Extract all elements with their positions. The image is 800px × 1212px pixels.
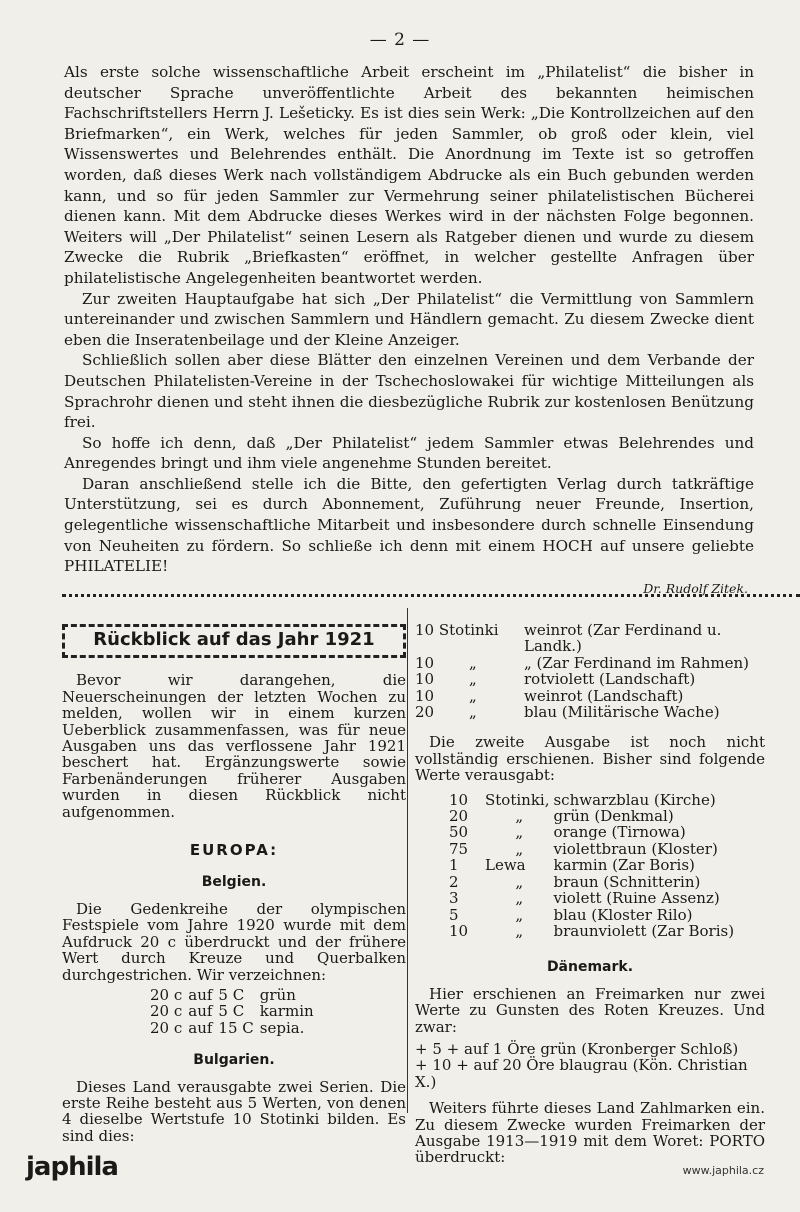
belgien-stamp-table <box>150 987 320 1036</box>
stamp-value: 1 <box>449 856 459 875</box>
ditto-mark: „ <box>515 921 524 940</box>
stamp-color: orange (Tirnowa) <box>553 823 686 842</box>
table-row <box>150 987 320 1003</box>
stamp-orig-value: 5 C <box>218 1002 245 1021</box>
bulgarien-second-text: Die zweite Ausgabe ist noch nicht vollständig erschienen. Bisher sind folgende Werte verausgabt: <box>415 733 765 785</box>
stamp-color: violettbraun (Kloster) <box>553 839 718 858</box>
stamp-color: grün (Denkmal) <box>553 807 674 826</box>
stamp-color: schwarzblau (Kirche) <box>553 790 716 809</box>
stamp-value: 20 <box>415 703 435 722</box>
table-row <box>415 704 765 720</box>
stamp-value: 10 Stotinki <box>415 621 499 639</box>
publisher-logo: japhila <box>26 1152 118 1182</box>
bulgarien-second-table <box>449 792 734 940</box>
country-heading-daenemark: Dänemark. <box>546 959 634 976</box>
stamp-color: rotviolett (Landschaft) <box>524 670 696 689</box>
table-row <box>150 1020 320 1036</box>
table-row <box>449 890 734 906</box>
stamp-value: 5 <box>449 905 459 924</box>
ditto-mark: „ <box>515 807 524 826</box>
ditto-mark: „ <box>515 889 524 908</box>
intro-paragraph: Daran anschließend stelle ich die Bitte, den gefertigten Verlag durch tatkräftige Unterstützung, sei es durch Abonnement, Zuführung neuer Freunde, Insertion, gelegentliche wissenschaftliche Mitarbeit und insbesondere durch schnelle Einsendung von Neuheiten zu fördern. So schließe ich denn mit einem HOCH auf unsere geliebte PHILATELIE! <box>64 474 754 576</box>
stamp-value: 2 <box>449 872 459 891</box>
daenemark-text: Hier erschienen an Freimarken nur zwei Werte zu Gunsten des Roten Kreuzes. Und zwar: <box>415 984 765 1036</box>
right-column <box>415 622 765 1166</box>
stamp-value: 10 <box>415 653 435 672</box>
stamp-color: sepia. <box>259 1018 305 1037</box>
country-heading-belgien: Belgien. <box>201 874 267 891</box>
intro-paragraph: Schließlich sollen aber diese Blätter den einzelnen Vereinen und dem Verbande der Deutschen Philatelisten-Vereine in der Tschechoslowakei für wichtige Mitteilungen als Sprachrohr dienen und steht ihnen die diesbezügliche Rubrik zur kostenlosen Benützung frei. <box>64 351 754 432</box>
region-heading: EUROPA: <box>189 841 279 860</box>
stamp-color: weinrot (Landschaft) <box>524 686 684 705</box>
ditto-mark: „ <box>469 703 477 722</box>
stamp-value: 50 <box>449 823 469 842</box>
ditto-mark: „ <box>515 839 524 858</box>
stamp-value: 10 <box>415 670 435 689</box>
stamp-value: 10 <box>415 686 435 705</box>
publisher-url: www.japhila.cz <box>682 1164 764 1177</box>
stamp-value: 3 <box>449 889 459 908</box>
table-row <box>415 655 765 671</box>
stamp-value: 20 c <box>150 1002 183 1021</box>
stamp-color: weinrot (Zar Ferdinand u. Landk.) <box>524 621 722 656</box>
bulgarien-stamp-table <box>415 622 765 720</box>
article-title: Rückblick auf das Jahr 1921 <box>62 624 406 658</box>
stamp-color: „ (Zar Ferdinand im Rahmen) <box>524 653 750 672</box>
left-column <box>62 624 406 1144</box>
article-intro: Bevor wir darangehen, die Neuerscheinungen der letzten Wochen zu melden, wollen wir in einem kurzen Ueberblick zusammenfassen, was für neue Ausgaben uns das verflossene Jahr 1921 beschert hat. Ergänzungswerte sowie Farbenänderungen früherer Ausgaben wurden in diesen Rückblick nicht aufgenommen. <box>62 671 406 821</box>
table-row <box>415 622 765 655</box>
table-row <box>415 671 765 687</box>
stamp-value: 20 c <box>150 985 183 1004</box>
intro-paragraph: Zur zweiten Hauptaufgabe hat sich „Der Philatelist“ die Vermittlung von Sammlern untereinander und zwischen Sammlern und Händlern gemacht. Zu diesem Zwecke dient eben die Inseratenbeilage und der Kleine Anzeiger. <box>64 289 754 349</box>
section-divider <box>62 594 800 597</box>
country-heading-bulgarien: Bulgarien. <box>193 1052 275 1069</box>
ditto-mark: „ <box>515 823 524 842</box>
page-number: — 2 — <box>369 30 431 50</box>
stamp-value: 20 c <box>150 1018 183 1037</box>
stamp-orig-value: 15 C <box>218 1018 254 1037</box>
table-row <box>449 923 734 939</box>
stamp-color: blau (Kloster Rilo) <box>553 905 693 924</box>
table-row <box>449 907 734 923</box>
ditto-mark: „ <box>515 905 524 924</box>
bulgarien-text: Dieses Land verausgabte zwei Serien. Die erste Reihe besteht aus 5 Werten, von denen 4 dieselbe Wertstufe 10 Stotinki bilden. Es sind dies: <box>62 1077 406 1145</box>
table-row <box>449 874 734 890</box>
intro-paragraph: Als erste solche wissenschaftliche Arbeit erscheint im „Philatelist“ die bisher in deutscher Sprache unveröffentlichte Arbeit des bekannten heimischen Fachschriftstellers Herrn J. Lešeticky. Es ist dies sein Werk: „Die Kontrollzeichen auf den Briefmarken“, ein Werk, welches für jeden Sammler, ob groß oder klein, viel Wissenswertes und Belehrendes enthält. Die Anordnung im Texte ist so getroffen worden, daß dieses Werk nach vollständigem Abdrucke als ein Buch gebunden werden kann, und so für jeden Sammler zur Vermehrung seiner philatelistischen Bücherei dienen kann. Mit dem Abdrucke dieses Werkes wird in der nächsten Folge begonnen. Weiters will „Der Philatelist“ seinen Lesern als Ratgeber dienen und wurde zu diesem Zwecke die Rubrik „Briefkasten“ eröffnet, in welcher gestellte Anfragen über philatelistische Angelegenheiten beantwortet werden. <box>64 63 754 287</box>
stamp-value: 75 <box>449 839 469 858</box>
table-row <box>150 1003 320 1019</box>
daenemark-text2: Weiters führte dieses Land Zahlmarken ein. Zu diesem Zwecke wurden Freimarken der Ausgabe 1913—1919 mit dem Woret: PORTO überdruckt: <box>415 1099 765 1167</box>
daenemark-stamp-list <box>415 1041 765 1090</box>
stamp-color: braunviolett (Zar Boris) <box>553 921 735 940</box>
stamp-unit: Stotinki, <box>485 790 550 809</box>
ditto-mark: „ <box>469 686 477 705</box>
stamp-color: grün <box>259 985 296 1004</box>
stamp-value: 10 <box>449 790 469 809</box>
stamp-color: karmin <box>259 1002 314 1021</box>
stamp-color: violett (Ruine Assenz) <box>553 889 720 908</box>
table-row <box>449 841 734 857</box>
table-row <box>449 824 734 840</box>
stamp-unit: Lewa <box>485 856 526 875</box>
belgien-text: Die Gedenkreihe der olympischen Festspiele vom Jahre 1920 wurde mit dem Aufdruck 20 c überdruckt und der frühere Wert durch Kreuze und Querbalken durchgestrichen. Wir verzeichnen: <box>62 899 406 984</box>
intro-text <box>64 62 754 599</box>
stamp-value: 20 <box>449 807 469 826</box>
ditto-mark: „ <box>469 653 477 672</box>
stamp-auf: auf <box>188 985 213 1004</box>
intro-paragraph: So hoffe ich denn, daß „Der Philatelist“ jedem Sammler etwas Belehrendes und Anregendes bringt und ihm viele angenehme Stunden bereitet. <box>64 433 754 473</box>
stamp-value: 10 <box>449 921 469 940</box>
list-item: + 10 + auf 20 Öre blaugrau (Kön. Christian X.) <box>415 1056 748 1091</box>
list-item: + 5 + auf 1 Öre grün (Kronberger Schloß) <box>415 1039 739 1058</box>
table-row <box>449 857 734 873</box>
table-row <box>449 808 734 824</box>
table-row <box>449 792 734 808</box>
table-row <box>415 688 765 704</box>
stamp-color: karmin (Zar Boris) <box>553 856 695 875</box>
stamp-orig-value: 5 C <box>218 985 245 1004</box>
stamp-auf: auf <box>188 1002 213 1021</box>
author-signature: Dr. Rudolf Zitek. <box>643 580 748 596</box>
stamp-color: braun (Schnitterin) <box>553 872 701 891</box>
column-rule <box>407 608 408 1113</box>
stamp-auf: auf <box>188 1018 213 1037</box>
ditto-mark: „ <box>469 670 477 689</box>
ditto-mark: „ <box>515 872 524 891</box>
stamp-color: blau (Militärische Wache) <box>524 703 720 722</box>
